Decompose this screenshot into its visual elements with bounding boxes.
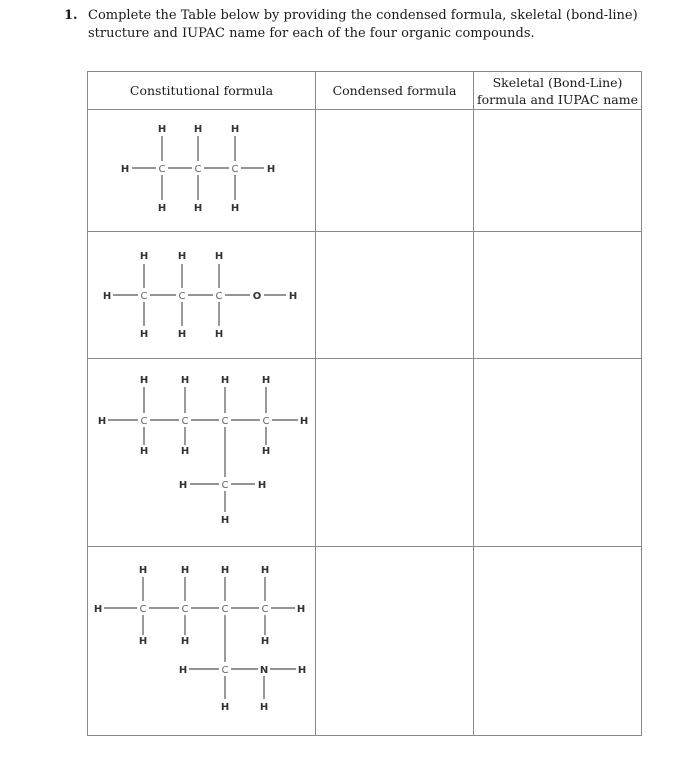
- condensed-answer-cell[interactable]: [316, 547, 474, 736]
- h-atom: H: [139, 251, 149, 262]
- c-atom: C: [140, 291, 148, 302]
- h-atom: H: [180, 565, 190, 576]
- header-skeletal: Skeletal (Bond-Line) formula and IUPAC name: [474, 72, 642, 110]
- condensed-answer-cell[interactable]: [316, 232, 474, 359]
- h-atom: H: [288, 291, 298, 302]
- skeletal-answer-cell[interactable]: [474, 110, 642, 232]
- c-atom: C: [178, 291, 186, 302]
- h-atom: H: [93, 604, 103, 615]
- table-row: [88, 547, 642, 736]
- c-atom: C: [194, 164, 202, 175]
- c-atom: C: [261, 604, 269, 615]
- c-atom: C: [262, 416, 270, 427]
- h-atom: H: [261, 446, 271, 457]
- c-atom: C: [221, 665, 229, 676]
- h-atom: H: [230, 124, 240, 135]
- h-atom: H: [157, 124, 167, 135]
- skeletal-answer-cell[interactable]: [474, 547, 642, 736]
- h-atom: H: [178, 480, 188, 491]
- structure-methylbutane: [88, 359, 316, 547]
- header-constitutional: Constitutional formula: [88, 72, 316, 110]
- h-atom: H: [193, 124, 203, 135]
- h-atom: H: [138, 565, 148, 576]
- h-atom: H: [102, 291, 112, 302]
- h-atom: H: [177, 251, 187, 262]
- c-atom: C: [158, 164, 166, 175]
- h-atom: H: [180, 636, 190, 647]
- skeletal-answer-cell[interactable]: [474, 359, 642, 547]
- h-atom: H: [266, 164, 276, 175]
- h-atom: H: [296, 604, 306, 615]
- c-atom: C: [181, 416, 189, 427]
- table-row: [88, 232, 642, 359]
- h-atom: H: [180, 446, 190, 457]
- c-atom: C: [221, 480, 229, 491]
- h-atom: H: [214, 251, 224, 262]
- h-atom: H: [193, 203, 203, 214]
- c-atom: C: [221, 604, 229, 615]
- h-atom: H: [214, 329, 224, 340]
- c-atom: C: [140, 416, 148, 427]
- h-atom: H: [139, 329, 149, 340]
- h-atom: H: [120, 164, 130, 175]
- structure-propanol: [88, 232, 316, 359]
- h-atom: H: [178, 665, 188, 676]
- propane-structure-drawing: [88, 110, 316, 232]
- table-row: [88, 110, 642, 232]
- structure-methylbutylamine: [88, 547, 316, 736]
- h-atom: H: [259, 702, 269, 713]
- h-atom: H: [157, 203, 167, 214]
- h-atom: H: [220, 702, 230, 713]
- h-atom: H: [230, 203, 240, 214]
- h-atom: H: [260, 565, 270, 576]
- h-atom: H: [97, 416, 107, 427]
- h-atom: H: [139, 446, 149, 457]
- o-atom: O: [252, 291, 262, 302]
- condensed-answer-cell[interactable]: [316, 110, 474, 232]
- methylbutylamine-structure-drawing: [88, 547, 316, 736]
- answer-table: [87, 71, 642, 736]
- h-atom: H: [257, 480, 267, 491]
- methylbutane-structure-drawing: [88, 359, 316, 547]
- condensed-answer-cell[interactable]: [316, 359, 474, 547]
- table-row: [88, 359, 642, 547]
- n-atom: N: [259, 665, 269, 676]
- c-atom: C: [231, 164, 239, 175]
- h-atom: H: [220, 565, 230, 576]
- h-atom: H: [138, 636, 148, 647]
- h-atom: H: [220, 375, 230, 386]
- c-atom: C: [181, 604, 189, 615]
- h-atom: H: [260, 636, 270, 647]
- c-atom: C: [221, 416, 229, 427]
- h-atom: H: [261, 375, 271, 386]
- header-condensed: Condensed formula: [316, 72, 474, 110]
- h-atom: H: [299, 416, 309, 427]
- structure-propane: [88, 110, 316, 232]
- h-atom: H: [139, 375, 149, 386]
- h-atom: H: [177, 329, 187, 340]
- h-atom: H: [297, 665, 307, 676]
- propanol-structure-drawing: [88, 232, 316, 359]
- question-text: Complete the Table below by providing the condensed formula, skeletal (bond-line) structure and IUPAC name for each of the four organic compounds.: [88, 8, 638, 41]
- h-atom: H: [220, 515, 230, 526]
- h-atom: H: [180, 375, 190, 386]
- skeletal-answer-cell[interactable]: [474, 232, 642, 359]
- table-header-row: [88, 72, 642, 110]
- c-atom: C: [139, 604, 147, 615]
- c-atom: C: [215, 291, 223, 302]
- question-number: 1.: [64, 8, 78, 23]
